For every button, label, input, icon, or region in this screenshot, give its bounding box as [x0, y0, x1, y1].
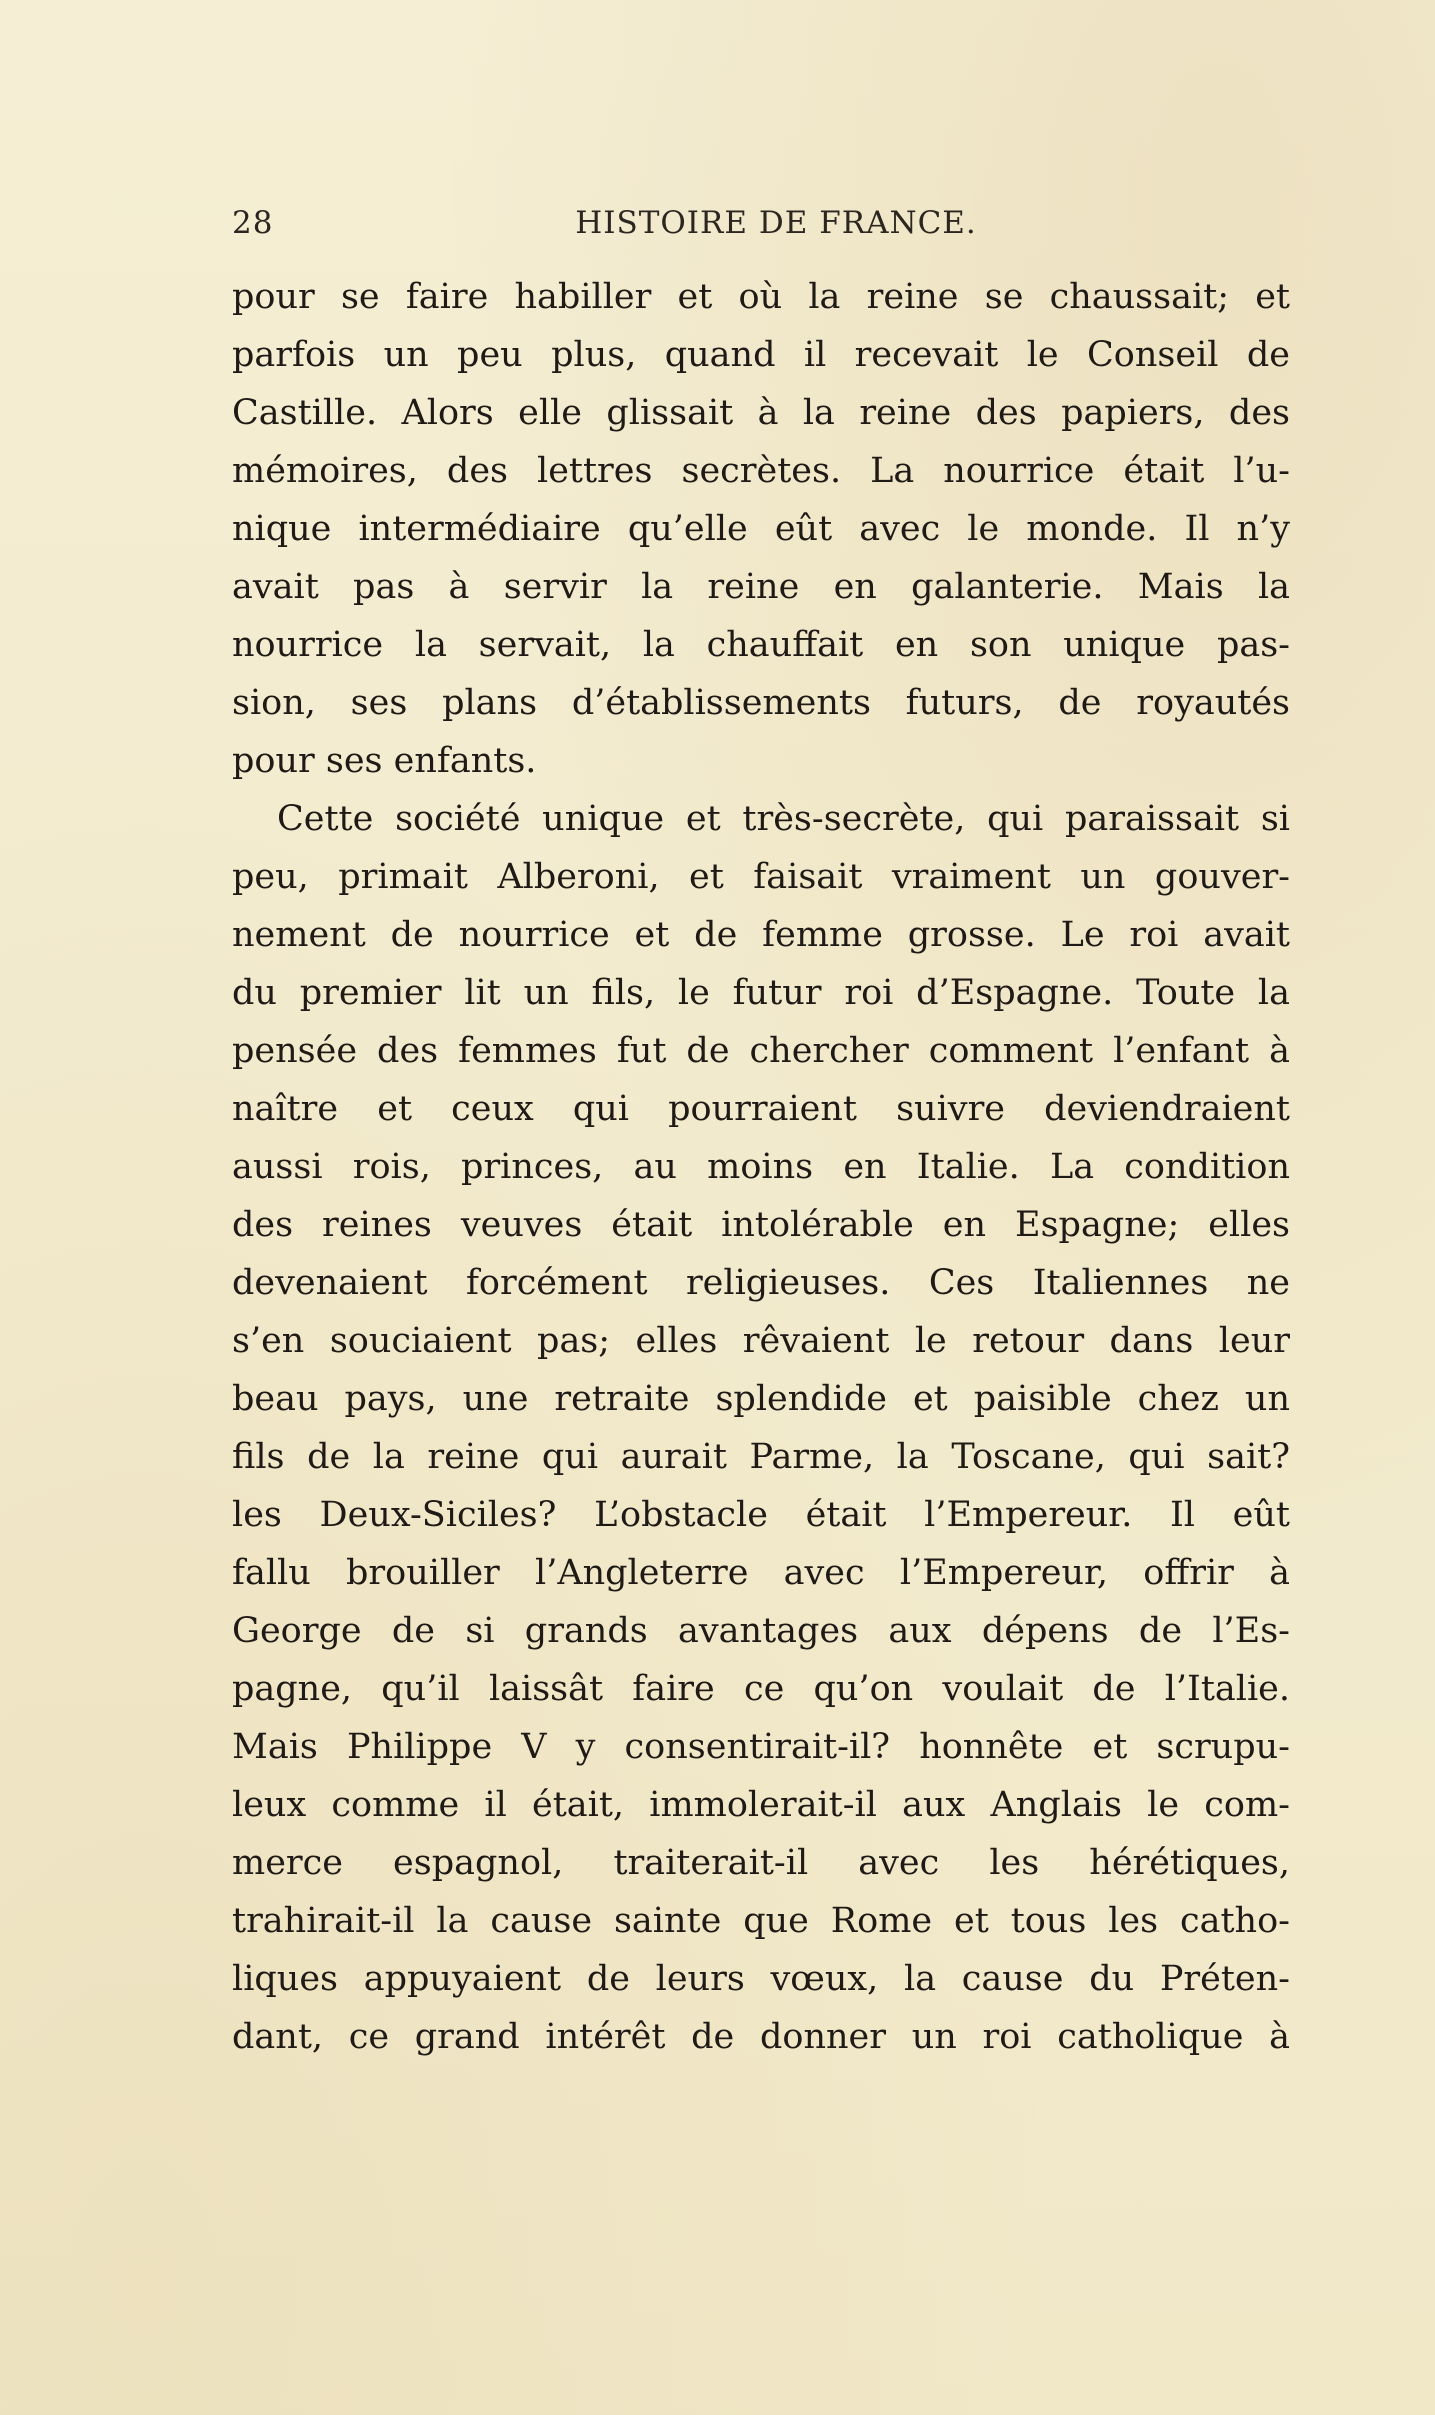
text-line: merce espagnol, traiterait-il avec les hérétiques,: [232, 1843, 1290, 1883]
running-title: HISTOIRE DE FRANCE.: [575, 205, 977, 241]
text-line: les Deux-Siciles? L’obstacle était l’Empereur. Il eût: [232, 1495, 1290, 1535]
text-line: Castille. Alors elle glissait à la reine des papiers, des: [232, 393, 1290, 433]
text-line: trahirait-il la cause sainte que Rome et tous les catho-: [232, 1901, 1290, 1941]
text-line: devenaient forcément religieuses. Ces Italiennes ne: [232, 1263, 1290, 1303]
text-line: nement de nourrice et de femme grosse. Le roi avait: [232, 915, 1290, 955]
text-line: des reines veuves était intolérable en Espagne; elles: [232, 1205, 1290, 1245]
text-line: pour ses enfants.: [232, 741, 537, 781]
text-line: avait pas à servir la reine en galanterie. Mais la: [232, 567, 1290, 607]
text-line: aussi rois, princes, au moins en Italie. La condition: [232, 1147, 1290, 1187]
text-line: dant, ce grand intérêt de donner un roi catholique à: [232, 2017, 1290, 2057]
running-head: [232, 205, 1290, 245]
body-text: [232, 268, 1290, 2066]
text-line: naître et ceux qui pourraient suivre deviendraient: [232, 1089, 1290, 1129]
text-line: parfois un peu plus, quand il recevait le Conseil de: [232, 335, 1290, 375]
text-line: peu, primait Alberoni, et faisait vraiment un gouver-: [232, 857, 1290, 897]
text-line: George de si grands avantages aux dépens de l’Es-: [232, 1611, 1290, 1651]
text-line: fils de la reine qui aurait Parme, la Toscane, qui sait?: [232, 1437, 1290, 1477]
text-line: Mais Philippe V y consentirait-il? honnête et scrupu-: [232, 1727, 1290, 1767]
text-line: beau pays, une retraite splendide et paisible chez un: [232, 1379, 1290, 1419]
text-line: leux comme il était, immolerait-il aux Anglais le com-: [232, 1785, 1290, 1825]
text-line: liques appuyaient de leurs vœux, la cause du Préten-: [232, 1959, 1290, 1999]
text-line: s’en souciaient pas; elles rêvaient le retour dans leur: [232, 1321, 1290, 1361]
text-line: pensée des femmes fut de chercher comment l’enfant à: [232, 1031, 1290, 1071]
text-line: Cette société unique et très-secrète, qui paraissait si: [277, 799, 1290, 839]
text-line: nourrice la servait, la chauffait en son unique pas-: [232, 625, 1290, 665]
text-line: du premier lit un fils, le futur roi d’Espagne. Toute la: [232, 973, 1290, 1013]
text-line: mémoires, des lettres secrètes. La nourrice était l’u-: [232, 451, 1290, 491]
text-line: pagne, qu’il laissât faire ce qu’on voulait de l’Italie.: [232, 1669, 1290, 1709]
text-line: sion, ses plans d’établissements futurs, de royautés: [232, 683, 1290, 723]
page-number: 28: [232, 205, 274, 241]
text-line: fallu brouiller l’Angleterre avec l’Empereur, offrir à: [232, 1553, 1290, 1593]
text-line: pour se faire habiller et où la reine se chaussait; et: [232, 277, 1290, 317]
text-line: nique intermédiaire qu’elle eût avec le monde. Il n’y: [232, 509, 1290, 549]
